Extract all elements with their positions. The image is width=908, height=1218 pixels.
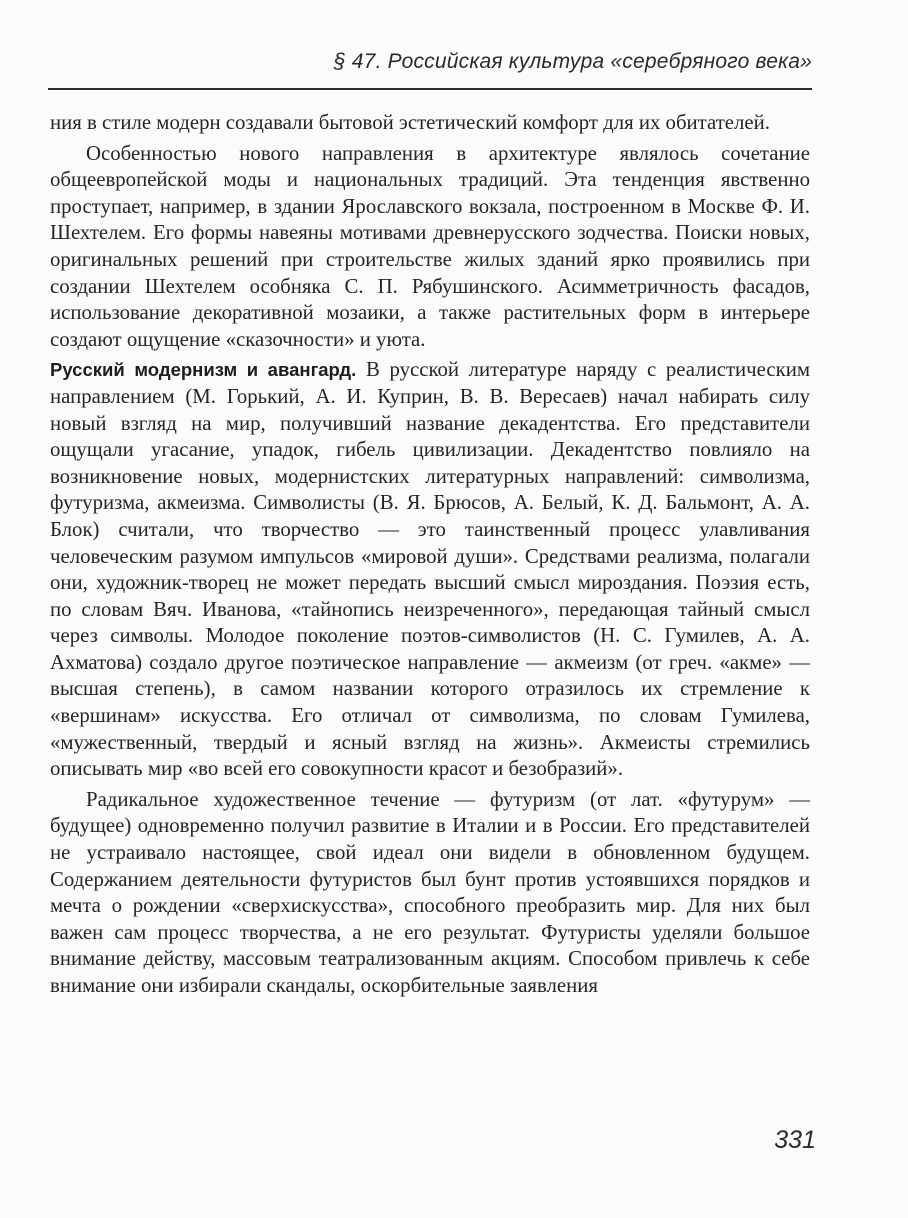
paragraph-modernism-text: В русской литературе наряду с реалистическим направлением (М. Горький, А. И. Куприн, В. В. Вересаев) начал набирать силу новый взгляд на мир, получивший название декадентства. Его представители ощущали угасание, упадок, гибель цивилизации. Декадентство повлияло на возникновение новых, модернистских литературных направлений: символизма, футуризма, акмеизма. Символисты (В. Я. Брюсов, А. Белый, К. Д. Бальмонт, А. А. Блок) считали, что творчество — это таинственный процесс улавливания человеческим разумом импульсов «мировой души». Средствами реализма, полагали они, художник-творец не может передать высший смысл мироздания. Поэзия есть, по словам Вяч. Иванова, «тайнопись неизреченного», передающая тайный смысл через символы. Молодое поколение поэтов-символистов (Н. С. Гумилев, А. А. Ахматова) создало другое поэтическое направление — акмеизм (от греч. «акме» — высшая степень), в самом названии которого отразилось их стремление к «вершинам» искусства. Его отличал от символизма, по словам Гумилева, «мужественный, твердый и ясный взгляд на жизнь». Акмеисты стремились описывать мир «во всей его совокупности красот и безобразий». — [50, 358, 810, 781]
page-number: 331 — [774, 1126, 816, 1154]
paragraph-modernism — [50, 357, 810, 783]
paragraph-continuation: ния в стиле модерн создавали бытовой эстетический комфорт для их обитателей. — [50, 111, 770, 134]
body-text — [50, 110, 810, 1004]
header-divider — [48, 88, 812, 90]
section-heading: Русский модернизм и авангард. — [50, 359, 357, 381]
paragraph-architecture: Особенностью нового направления в архитектуре являлось сочетание общеевропейской моды и национальных традиций. Эта тенденция явственно проступает, например, в здании Ярославского вокзала, построенном в Москве Ф. И. Шехтелем. Его формы навеяны мотивами древнерусского зодчества. Поиски новых, оригинальных решений при строительстве жилых зданий ярко проявились при создании Шехтелем особняка С. П. Рябушинского. Асимметричность фасадов, использование декоративной мозаики, а также растительных форм в интерьере создают ощущение «сказочности» и уюта. — [50, 141, 810, 351]
running-header: § 47. Российская культура «серебряного века» — [333, 50, 812, 73]
paragraph-futurism: Радикальное художественное течение — футуризм (от лат. «футурум» — будущее) одновременно получил развитие в Италии и в России. Его представителей не устраивало настоящее, свой идеал они видели в обновленном будущем. Содержанием деятельности футуристов был бунт против устоявшихся порядков и мечта о рождении «сверхискусства», способного преобразить мир. Для них был важен сам процесс творчества, а не его результат. Футуристы уделяли большое внимание действу, массовым театрализованным акциям. Способом привлечь к себе внимание они избирали скандалы, оскорбительные заявления — [50, 787, 810, 997]
